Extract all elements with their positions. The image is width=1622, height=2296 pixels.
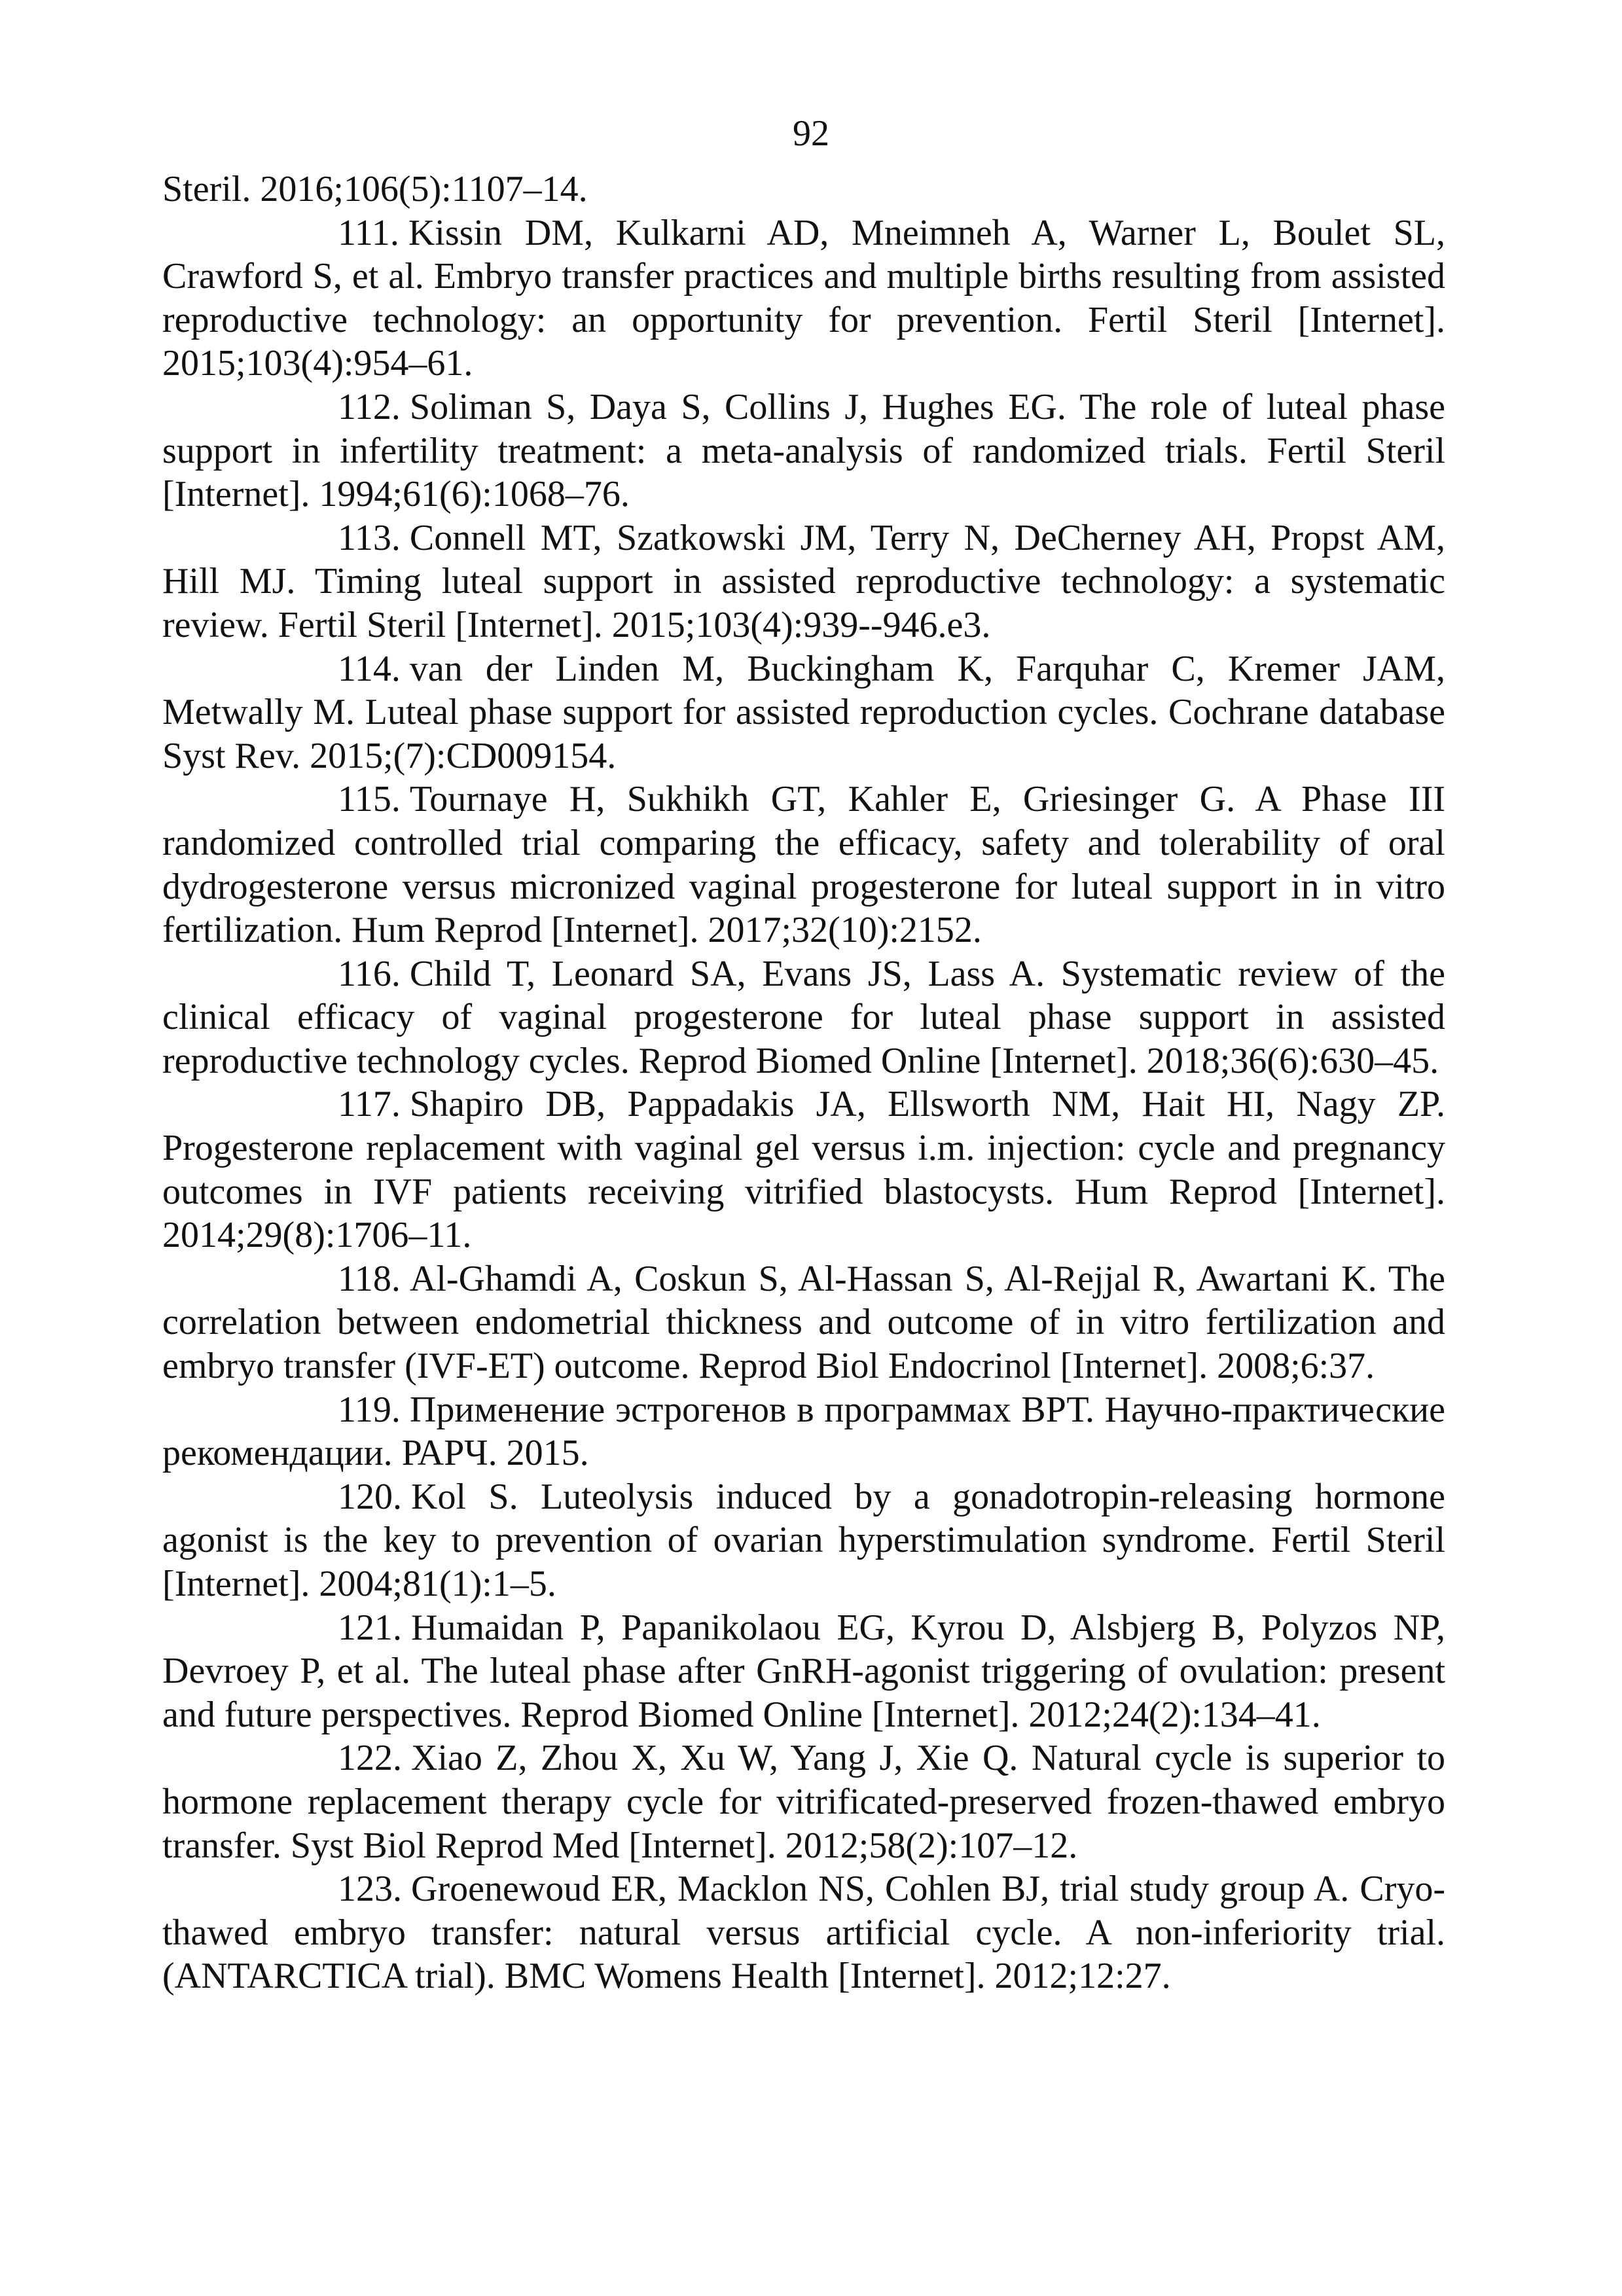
- reference-115: [162, 778, 1445, 952]
- reference-list: [162, 168, 1445, 1998]
- reference-number: 123.: [338, 1869, 402, 1910]
- reference-text: Soliman S, Daya S, Collins J, Hughes EG. The role of luteal phase support in infertility treatment: a meta-analysis of randomized trials. Fertil Steril [Internet]. 1994;61(6):1068–76.: [162, 386, 1445, 515]
- reference-text: Применение эстрогенов в программах ВРТ. Научно-практические рекомендации. РАРЧ. 2015.: [162, 1389, 1445, 1474]
- reference-text: Kol S. Luteolysis induced by a gonadotropin-releasing hormone agonist is the key to prevention of ovarian hyperstimulation syndrome. Fertil Steril [Internet]. 2004;81(1):1–5.: [162, 1476, 1445, 1604]
- reference-122: [162, 1736, 1445, 1867]
- reference-text: Kissin DM, Kulkarni AD, Mneimneh A, Warner L, Boulet SL, Crawford S, et al. Embryo transfer practices and multiple births resulting from assisted reproductive technology: an opportunity for prevention. Fertil Steril [Internet]. 2015;103(4):954–61.: [162, 212, 1445, 384]
- reference-text: Connell MT, Szatkowski JM, Terry N, DeCherney AH, Propst AM, Hill MJ. Timing luteal support in assisted reproductive technology: a systematic review. Fertil Steril [Internet]. 2015;103(4):939--946.e3.: [162, 517, 1445, 645]
- reference-number: 116.: [338, 953, 401, 994]
- reference-118: [162, 1257, 1445, 1388]
- reference-119: [162, 1388, 1445, 1475]
- reference-text: Xiao Z, Zhou X, Xu W, Yang J, Xie Q. Natural cycle is superior to hormone replacement therapy cycle for vitrificated-preserved frozen-thawed embryo transfer. Syst Biol Reprod Med [Internet]. 2012;58(2):107–12.: [162, 1738, 1445, 1866]
- reference-number: 111.: [338, 212, 399, 253]
- reference-number: 117.: [338, 1084, 401, 1125]
- page-number: 92: [793, 113, 829, 154]
- reference-121: [162, 1606, 1445, 1737]
- reference-123: [162, 1867, 1445, 1998]
- reference-number: 114.: [338, 648, 401, 689]
- reference-number: 120.: [338, 1476, 402, 1517]
- reference-text: Humaidan P, Papanikolaou EG, Kyrou D, Alsbjerg B, Polyzos NP, Devroey P, et al. The luteal phase after GnRH-agonist triggering of ovulation: present and future perspectives. Reprod Biomed Online [Internet]. 2012;24(2):134–41.: [162, 1607, 1445, 1735]
- reference-text: van der Linden M, Buckingham K, Farquhar C, Kremer JAM, Metwally M. Luteal phase support for assisted reproduction cycles. Cochrane database Syst Rev. 2015;(7):CD009154.: [162, 648, 1445, 776]
- reference-number: 112.: [338, 386, 401, 427]
- reference-number: 119.: [338, 1389, 401, 1430]
- reference-114: [162, 647, 1445, 778]
- reference-number: 122.: [338, 1738, 402, 1779]
- reference-120: [162, 1475, 1445, 1606]
- reference-number: 118.: [338, 1258, 401, 1299]
- reference-113: [162, 516, 1445, 647]
- reference-text: Shapiro DB, Pappadakis JA, Ellsworth NM, Hait HI, Nagy ZP. Progesterone replacement with vaginal gel versus i.m. injection: cycle and pregnancy outcomes in IVF patients receiving vitrified blastocysts. Hum Reprod [Internet]. 2014;29(8):1706–11.: [162, 1084, 1445, 1256]
- reference-112: [162, 386, 1445, 516]
- reference-111: [162, 211, 1445, 386]
- reference-text: Tournaye H, Sukhikh GT, Kahler E, Griesinger G. A Phase III randomized controlled trial comparing the efficacy, safety and tolerability of oral dydrogesterone versus micronized vaginal progesterone for luteal support in in vitro fertilization. Hum Reprod [Internet]. 2017;32(10):2152.: [162, 779, 1445, 951]
- reference-text: Al-Ghamdi A, Coskun S, Al-Hassan S, Al-Rejjal R, Awartani K. The correlation between endometrial thickness and outcome of in vitro fertilization and embryo transfer (IVF-ET) outcome. Reprod Biol Endocrinol [Internet]. 2008;6:37.: [162, 1258, 1445, 1387]
- reference-continuation: Steril. 2016;106(5):1107–14.: [162, 169, 588, 209]
- reference-text: Groenewoud ER, Macklon NS, Cohlen BJ, trial study group A. Cryo-thawed embryo transfer: natural versus artificial cycle. A non-inferiority trial. (ANTARCTICA trial). BMC Womens Health [Internet]. 2012;12:27.: [162, 1869, 1445, 1997]
- reference-number: 113.: [338, 517, 401, 558]
- reference-116: [162, 952, 1445, 1083]
- reference-number: 115.: [338, 779, 401, 820]
- reference-number: 121.: [338, 1607, 402, 1648]
- reference-117: [162, 1083, 1445, 1257]
- reference-text: Child T, Leonard SA, Evans JS, Lass A. Systematic review of the clinical efficacy of vaginal progesterone for luteal phase support in assisted reproductive technology cycles. Reprod Biomed Online [Internet]. 2018;36(6):630–45.: [162, 953, 1445, 1081]
